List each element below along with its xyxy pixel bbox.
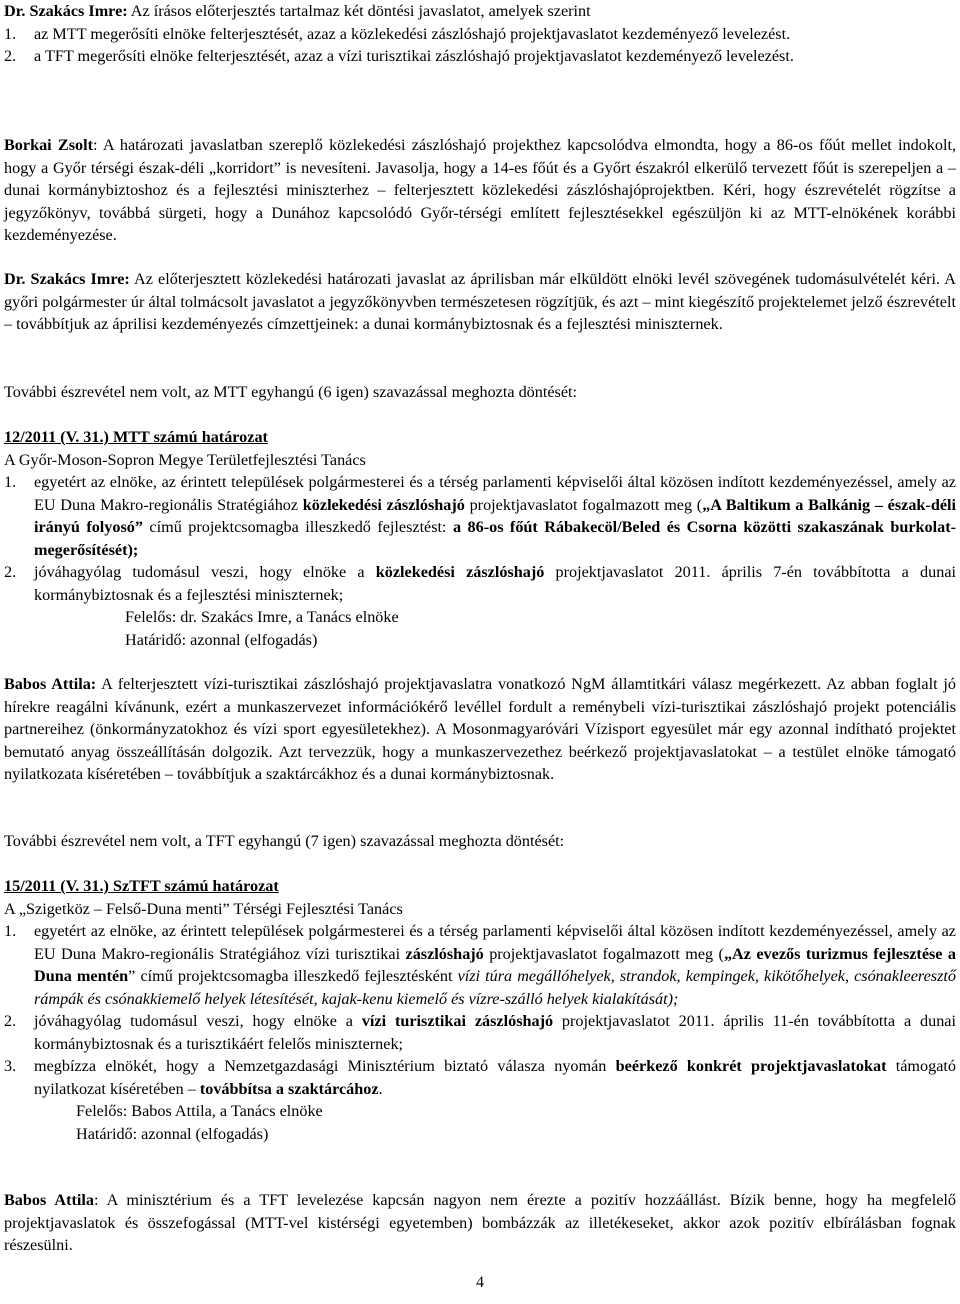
item-bold-text: a 86-os főút Rábakecöl/Beled és Csorna közötti szakaszának burkolat-megerősítését); xyxy=(34,518,956,559)
vote1-section xyxy=(4,381,956,404)
babos1-text: A felterjesztett vízi-turisztikai zászlóshajó projektjavaslatra vonatkozó NgM államtitkári válasz megérkezett. Az abban foglalt jó hírekre reagálni kívánunk, ezért a munkaszervezet információkérő levéllel fordult a reménybeli vízi-turisztikai zászlóshajó projekt potenciális partnereihez (önkormányzatokhoz és vízi sport egyesületekhez). A Mosonmagyaróvári Vízisport egyesület már egy azonnal indítható projektet bemutató anyag összeállításán dolgozik. Azt tervezzük, hogy a munkaszervezethez beérkező projektjavaslatokat – a testület elnöke támogató nyilatkozata kíséretében – továbbítjuk a szaktárcákhoz és a dunai kormánybiztosnak. xyxy=(4,675,956,783)
item-text: projektjavaslatot 2011. április 11-én továbbította a dunai kormánybiztosnak és a turisztikáért felelős miniszternek; xyxy=(34,1012,956,1053)
speaker-name: Dr. Szakács Imre: xyxy=(4,270,130,288)
item-text: megbízza elnökét, hogy a Nemzetgazdasági Minisztérium biztató válasza nyomán xyxy=(34,1057,616,1075)
list-item xyxy=(4,1010,956,1055)
resolution2-body: A „Szigetköz – Felső-Duna menti” Térségi Fejlesztési Tanács xyxy=(4,899,403,918)
item-bold-text: „Az evezős turizmus fejlesztése a Duna mentén xyxy=(34,944,957,985)
item-bold-text: „A Baltikum a Balkánig – észak-déli irányú folyosó” xyxy=(34,495,957,536)
item-text: ” című projektcsomagba illeszkedő fejlesztésként xyxy=(128,967,458,985)
list-number: 1. xyxy=(4,473,17,491)
speaker-name: Borkai Zsolt xyxy=(4,136,93,154)
szakacs-reply-paragraph xyxy=(4,268,956,336)
item-text: támogató nyilatkozat kíséretében – xyxy=(34,1057,956,1098)
resolution2-section xyxy=(4,875,956,1145)
list-number: 2. xyxy=(4,47,17,65)
babos2-paragraph xyxy=(4,1189,956,1257)
list-number: 2. xyxy=(4,1012,17,1030)
list-item xyxy=(4,471,956,561)
item-italic-text: vízi túra megállóhelyek, strandok, kempingek, kikötőhelyek, csónakleeresztő rámpák és csónakkiemelő helyek létesítését, kajak-kenu kiemelő és vízre-szálló helyek kialakítását); xyxy=(34,967,956,1008)
vote1-text: További észrevétel nem volt, az MTT egyhangú (6 igen) szavazással meghozta döntését: xyxy=(4,383,578,401)
babos1-section xyxy=(4,673,956,786)
item-bold-text: közlekedési zászlóshajó xyxy=(302,495,465,514)
list-item-text: az MTT megerősíti elnöke felterjesztését, azaz a közlekedési zászlóshajó projektjavaslatot kezdeményező levelezést. xyxy=(34,24,791,43)
babos2-text: : A minisztérium és a TFT levelezése kapcsán nagyon nem érezte a pozitív hozzáállást. Bízik benne, hogy ha megfelelő projektjavaslatok és összefogással (MTT-vel kistérségi egyetemben) bombázzák az illetékeseket, akkor azok pozitív elbírálásban fognak részesülni. xyxy=(4,1191,957,1254)
page-number: 4 xyxy=(476,1274,484,1291)
item-bold-text: beérkező konkrét projektjavaslatokat xyxy=(615,1057,887,1075)
item-text: projektjavaslatot 2011. április 7-én továbbította a dunai kormánybiztosnak és a fejlesztési miniszternek; xyxy=(34,563,957,604)
babos1-paragraph xyxy=(4,673,956,786)
speaker-name: Dr. Szakács Imre: xyxy=(4,2,128,20)
borkai-text: : A határozati javaslatban szereplő közlekedési zászlóshajó projekthez kapcsolódva elmondta, hogy a 86-os főút mellet indokolt, hogy a Győr térségi észak-déli „korridort” is nevesíteni. Javasolja, hogy a 14-es főút és a Győrt északról elkerülő tervezett főút is szerepeljen a – dunai kormánybiztoshoz és a fejlesztési miniszterhez – felterjesztett közlekedési zászlóshajóprojektben. Kéri, hogy észrevételét rögzítse a jegyzőkönyv, továbbá sürgeti, hogy a Dunához kapcsolódó Győr-térségi említett fejlesztésekkel egészüljön ki az MTT-elnökének korábbi kezdeményezése. xyxy=(4,136,956,244)
item-text: projektjavaslatot fogalmazott meg ( xyxy=(464,495,703,514)
item-bold-text: közlekedési zászlóshajó xyxy=(375,563,545,581)
list-item xyxy=(4,45,956,68)
intro-paragraph xyxy=(4,0,956,23)
deadline-line: Határidő: azonnal (elfogadás) xyxy=(125,630,318,649)
list-item xyxy=(4,23,956,46)
list-item xyxy=(4,561,956,606)
item-bold-text: továbbítsa a szaktárcához xyxy=(199,1079,379,1098)
item-text: jóváhagyólag tudomásul veszi, hogy elnöke a xyxy=(34,563,376,581)
szakacs-reply-section xyxy=(4,268,956,336)
list-number: 3. xyxy=(4,1057,17,1075)
resolution1-list xyxy=(4,471,956,606)
responsible-line: Felelős: dr. Szakács Imre, a Tanács elnöke xyxy=(125,608,399,626)
intro-section xyxy=(4,0,956,68)
babos2-section xyxy=(4,1189,956,1257)
list-item-text: a TFT megerősíti elnöke felterjesztését, azaz a vízi turisztikai zászlóshajó projektjavaslatot kezdeményező levelezést. xyxy=(34,47,794,65)
proposal-list xyxy=(4,23,956,68)
list-item xyxy=(4,1055,956,1100)
resolution2-list xyxy=(4,920,956,1100)
responsible-line: Felelős: Babos Attila, a Tanács elnöke xyxy=(76,1102,323,1120)
item-text: egyetért az elnöke, az érintett települések polgármesterei és a térség parlamenti képviselői által közösen indított kezdeményezéssel, amely az EU Duna Makro-regionális Stratégiához vízi turisztikai xyxy=(34,922,956,963)
speaker-name: Babos Attila: xyxy=(4,675,97,693)
item-text: című projektcsomagba illeszkedő fejlesztést: xyxy=(142,518,453,536)
list-item xyxy=(4,920,956,1010)
resolution1-title-text: 12/2011 (V. 31.) MTT számú határozat xyxy=(4,428,268,446)
vote2-section xyxy=(4,830,956,853)
szakacs-reply-text: Az előterjesztett közlekedési határozati javaslat az áprilisban már elküldött elnöki levél szövegének tudomásulvételét kéri. A győri polgármester úr által tolmácsolt javaslatot a jegyzőkönyvben természetesen rögzítjük, és azt – mint kiegészítő projektelemet jelző észrevételt – továbbítjuk az áprilisi kezdeményezés címzettjeinek: a dunai kormánybiztosnak és a fejlesztési miniszternek. xyxy=(4,270,956,333)
resolution2-title-text: 15/2011 (V. 31.) SzTFT számú határozat xyxy=(4,877,279,895)
resolution1-title xyxy=(4,426,956,449)
intro-text: Az írásos előterjesztés tartalmaz két döntési javaslatot, amelyek szerint xyxy=(127,2,591,20)
item-text: egyetért az elnöke, az érintett települések polgármesterei és a térség parlamenti képviselői által közösen indított kezdeményezéssel, amely az EU Duna Makro-regionális Stratégiához xyxy=(34,473,956,514)
borkai-section xyxy=(4,134,956,247)
speaker-name: Babos Attila xyxy=(4,1191,94,1209)
resolution2-title xyxy=(4,875,956,898)
deadline-line: Határidő: azonnal (elfogadás) xyxy=(76,1124,269,1143)
list-number: 1. xyxy=(4,24,17,43)
list-number: 2. xyxy=(4,563,17,581)
resolution1-section xyxy=(4,426,956,651)
vote2-text: További észrevétel nem volt, a TFT egyhangú (7 igen) szavazással meghozta döntését: xyxy=(4,832,565,850)
item-text: jóváhagyólag tudomásul veszi, hogy elnöke a xyxy=(34,1012,362,1030)
list-number: 1. xyxy=(4,922,17,940)
item-bold-text: zászlóshajó xyxy=(405,944,484,963)
resolution1-body: A Győr-Moson-Sopron Megye Területfejlesztési Tanács xyxy=(4,450,366,469)
item-text: . xyxy=(378,1079,383,1098)
item-text: projektjavaslatot fogalmazott meg ( xyxy=(483,944,724,963)
borkai-paragraph xyxy=(4,134,956,247)
item-bold-text: vízi turisztikai zászlóshajó xyxy=(361,1012,554,1030)
